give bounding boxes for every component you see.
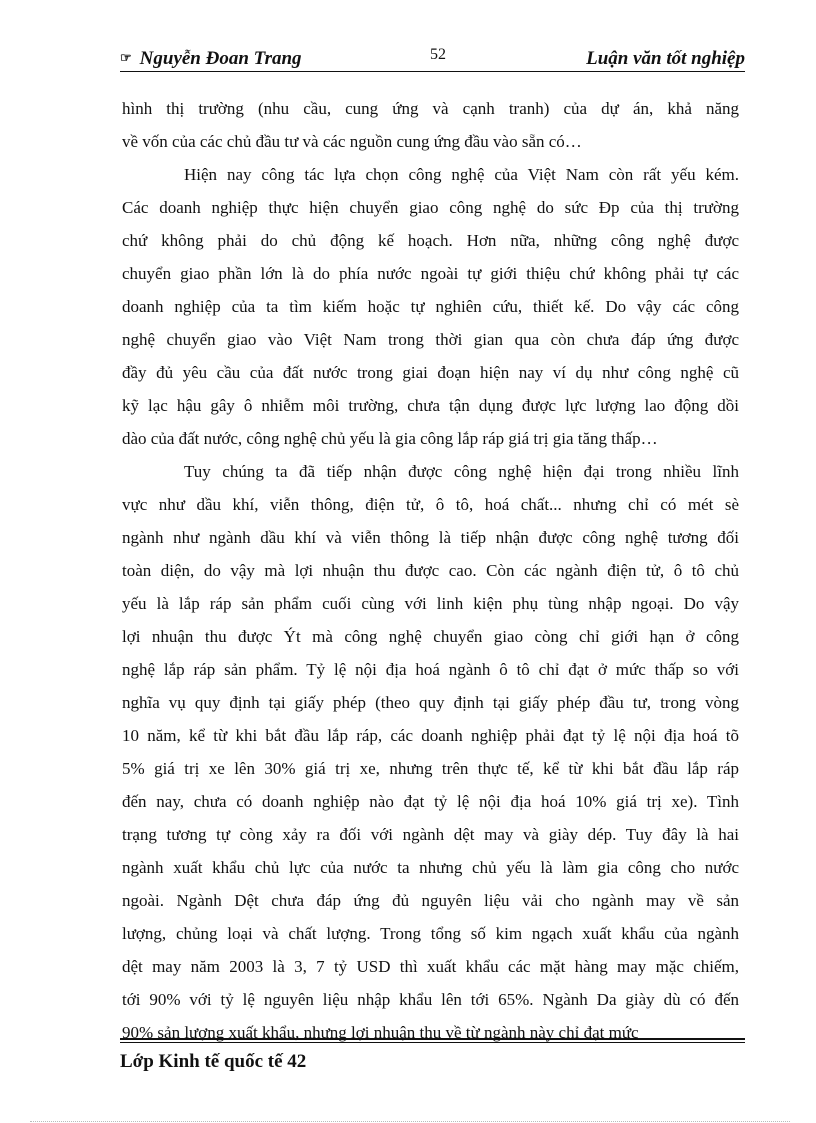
- footer-divider-thin: [120, 1042, 745, 1043]
- text-line: ngành như ngành dầu khí và viễn thông là tiếp nhận được công nghệ tương đối: [122, 528, 739, 547]
- text-line: dệt may năm 2003 là 3, 7 tỷ USD thì xuất khẩu các mặt hàng may mặc chiếm,: [122, 957, 739, 976]
- text-line: ngành xuất khẩu chủ lực của nước ta nhưng chủ yếu là làm gia công cho nước: [122, 858, 739, 877]
- text-line: lợi nhuận thu được Ýt mà công nghệ chuyển giao còng chỉ giới hạn ở công: [122, 627, 739, 646]
- text-line: Hiện nay công tác lựa chọn công nghệ của Việt Nam còn rất yếu kém.: [184, 165, 739, 184]
- header-divider: [120, 71, 745, 72]
- text-line: tới 90% với tỷ lệ nguyên liệu nhập khẩu lên tới 65%. Ngành Da giày dù có đến: [122, 990, 739, 1009]
- page-footer: Lớp Kinh tế quốc tế 42: [120, 1051, 307, 1072]
- text-line: Tuy chúng ta đã tiếp nhận được công nghệ hiện đại trong nhiều lĩnh: [184, 462, 739, 481]
- text-line: yếu là lắp ráp sản phẩm cuối cùng với linh kiện phụ tùng nhập ngoại. Do vậy: [122, 594, 739, 613]
- page-number: 52: [430, 46, 446, 63]
- text-line: hình thị trường (nhu cầu, cung ứng và cạnh tranh) của dự án, khả năng: [122, 99, 739, 118]
- text-line: nghĩa vụ quy định tại giấy phép (theo quy định tại giấy phép đầu tư, trong vòng: [122, 693, 739, 712]
- page-edge-divider: [30, 1121, 790, 1122]
- text-line: chuyển giao phần lớn là do phía nước ngoài tự giới thiệu chứ không phải tự các: [122, 264, 739, 283]
- header-author-name: Nguyễn Đoan Trang: [139, 48, 302, 69]
- text-line: về vốn của các chủ đầu tư và các nguồn cung ứng đầu vào sẵn có…: [122, 132, 582, 151]
- header-title: Luận văn tốt nghiệp: [586, 48, 745, 69]
- text-line: chứ không phải do chủ động kế hoạch. Hơn nữa, những công nghệ được: [122, 231, 739, 250]
- text-line: toàn diện, do vậy mà lợi nhuận thu được cao. Còn các ngành điện tử, ô tô chủ: [122, 561, 739, 580]
- text-line: 5% giá trị xe lên 30% giá trị xe, nhưng trên thực tế, kể từ khi bắt đầu lắp ráp: [122, 759, 739, 778]
- text-line: vực như dầu khí, viễn thông, điện tử, ô tô, hoá chất... nhưng chỉ có mét sè: [122, 495, 739, 514]
- text-line: đầy đủ yêu cầu của đất nước trong giai đoạn hiện nay ví dụ như công nghệ cũ: [122, 363, 739, 382]
- text-line: doanh nghiệp của ta tìm kiếm hoặc tự nghiên cứu, thiết kế. Do vậy các công: [122, 297, 739, 316]
- text-line: kỹ lạc hậu gây ô nhiễm môi trường, chưa tận dụng được lực lượng lao động dồi: [122, 396, 739, 415]
- header-author: [120, 48, 302, 70]
- footer-divider: [120, 1038, 745, 1040]
- text-line: 10 năm, kể từ khi bắt đầu lắp ráp, các doanh nghiệp phải đạt tỷ lệ nội địa hoá tõ: [122, 726, 739, 745]
- text-line: nghệ lắp ráp sản phẩm. Tỷ lệ nội địa hoá ngành ô tô chỉ đạt ở mức thấp so với: [122, 660, 739, 679]
- text-line: nghệ chuyển giao vào Việt Nam trong thời gian qua còn chưa đáp ứng được: [122, 330, 739, 349]
- text-line: đến nay, chưa có doanh nghiệp nào đạt tỷ lệ nội địa hoá 10% giá trị xe). Tình: [122, 792, 739, 811]
- text-line: lượng, chủng loại và chất lượng. Trong tổng số kim ngạch xuất khẩu của ngành: [122, 924, 739, 943]
- body-text: [122, 92, 739, 1049]
- text-line: trạng tương tự còng xảy ra đối với ngành dệt may và giày dép. Tuy đây là hai: [122, 825, 739, 844]
- text-line: ngoài. Ngành Dệt chưa đáp ứng đủ nguyên liệu vải cho ngành may về sản: [122, 891, 739, 910]
- page-header: [120, 42, 745, 72]
- text-line: Các doanh nghiệp thực hiện chuyển giao công nghệ do sức Đp của thị trường: [122, 198, 739, 217]
- text-line: dào của đất nước, công nghệ chủ yếu là gia công lắp ráp giá trị gia tăng thấp…: [122, 429, 658, 448]
- hand-pointer-icon: ☞: [120, 50, 132, 65]
- text-line: 90% sản lượng xuất khẩu, nhưng lợi nhuận thu về từ ngành này chỉ đạt mức: [122, 1023, 639, 1042]
